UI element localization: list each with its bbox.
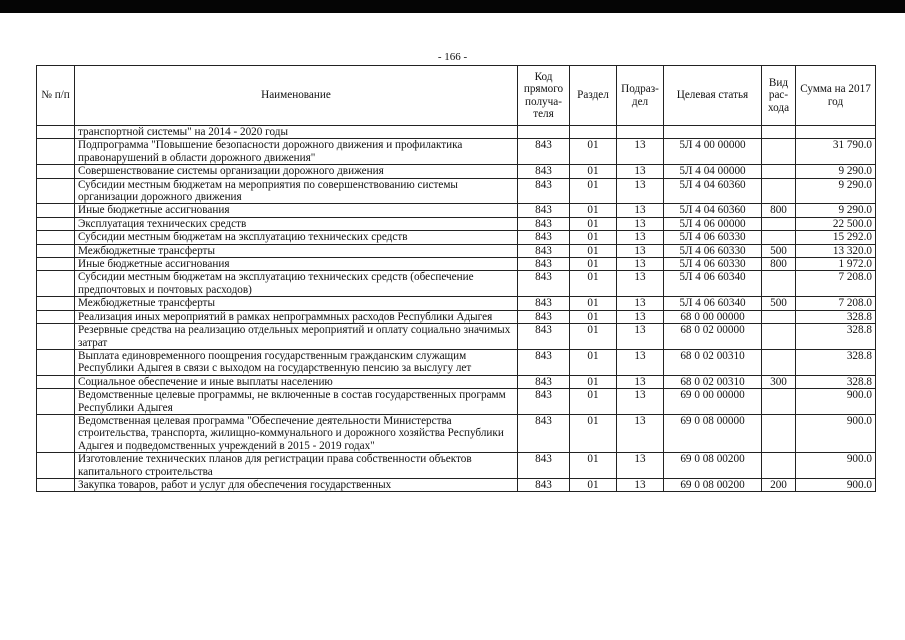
cell-type [762, 126, 796, 139]
cell-section [570, 126, 617, 139]
cell-num [37, 375, 75, 388]
header-row [37, 66, 876, 126]
cell-section: 01 [570, 178, 617, 204]
header-subsection: Подраз-дел [617, 66, 664, 126]
cell-target: 68 0 02 00000 [664, 324, 762, 350]
cell-name: Ведомственные целевые программы, не включенные в состав государственных программ Республики Адыгея [75, 389, 518, 415]
cell-subsection: 13 [617, 217, 664, 230]
table-row [37, 126, 876, 139]
cell-subsection: 13 [617, 349, 664, 375]
cell-type [762, 271, 796, 297]
table-row [37, 217, 876, 230]
table-row [37, 310, 876, 323]
cell-type [762, 139, 796, 165]
cell-sum: 15 292.0 [796, 231, 876, 244]
cell-code: 843 [518, 297, 570, 310]
cell-num [37, 349, 75, 375]
cell-section: 01 [570, 389, 617, 415]
table-row [37, 324, 876, 350]
cell-code: 843 [518, 349, 570, 375]
cell-target: 5Л 4 06 60340 [664, 271, 762, 297]
cell-sum: 900.0 [796, 478, 876, 491]
cell-section: 01 [570, 297, 617, 310]
cell-num [37, 453, 75, 479]
cell-name: Ведомственная целевая программа "Обеспечение деятельности Министерства строительства, транспорта, жилищно-коммунального и дорожного хозяйства Республики Адыгея и подведомственных учреждений в 2015 - 2019 годах" [75, 414, 518, 452]
cell-subsection: 13 [617, 178, 664, 204]
cell-name: Выплата единовременного поощрения государственным гражданским служащим Республики Адыгея в связи с выходом на государственную пенсию за выслугу лет [75, 349, 518, 375]
cell-subsection: 13 [617, 453, 664, 479]
table-row [37, 453, 876, 479]
cell-target: 5Л 4 00 00000 [664, 139, 762, 165]
cell-name: Субсидии местным бюджетам на мероприятия по совершенствованию системы организации дорожного движения [75, 178, 518, 204]
table-row [37, 389, 876, 415]
cell-target: 68 0 02 00310 [664, 375, 762, 388]
cell-section: 01 [570, 231, 617, 244]
cell-type [762, 231, 796, 244]
header-type: Вид рас-хода [762, 66, 796, 126]
cell-subsection: 13 [617, 139, 664, 165]
table-row [37, 178, 876, 204]
cell-target [664, 126, 762, 139]
cell-sum: 7 208.0 [796, 297, 876, 310]
cell-section: 01 [570, 324, 617, 350]
cell-type [762, 414, 796, 452]
cell-target: 5Л 4 06 60330 [664, 244, 762, 257]
cell-num [37, 271, 75, 297]
cell-name: Социальное обеспечение и иные выплаты населению [75, 375, 518, 388]
cell-target: 5Л 4 06 60340 [664, 297, 762, 310]
cell-subsection: 13 [617, 310, 664, 323]
cell-type [762, 389, 796, 415]
cell-num [37, 126, 75, 139]
cell-name: Закупка товаров, работ и услуг для обеспечения государственных [75, 478, 518, 491]
cell-sum: 13 320.0 [796, 244, 876, 257]
budget-table [36, 65, 876, 492]
cell-code: 843 [518, 271, 570, 297]
cell-type [762, 310, 796, 323]
cell-name: Подпрограмма "Повышение безопасности дорожного движения и профилактика правонарушений в области дорожного движения" [75, 139, 518, 165]
header-code: Код прямого получа-теля [518, 66, 570, 126]
cell-num [37, 389, 75, 415]
cell-name: Межбюджетные трансферты [75, 297, 518, 310]
cell-type: 300 [762, 375, 796, 388]
cell-section: 01 [570, 244, 617, 257]
cell-name: Иные бюджетные ассигнования [75, 258, 518, 271]
cell-type: 500 [762, 297, 796, 310]
cell-target: 5Л 4 04 60360 [664, 178, 762, 204]
cell-section: 01 [570, 139, 617, 165]
cell-target: 5Л 4 04 00000 [664, 165, 762, 178]
cell-num [37, 258, 75, 271]
cell-sum: 328.8 [796, 375, 876, 388]
page-number: - 166 - [437, 51, 468, 63]
cell-sum: 900.0 [796, 389, 876, 415]
cell-num [37, 165, 75, 178]
cell-subsection: 13 [617, 204, 664, 217]
cell-num [37, 297, 75, 310]
cell-section: 01 [570, 165, 617, 178]
cell-num [37, 231, 75, 244]
table-row [37, 231, 876, 244]
cell-section: 01 [570, 349, 617, 375]
cell-section: 01 [570, 478, 617, 491]
cell-code: 843 [518, 217, 570, 230]
cell-name: Межбюджетные трансферты [75, 244, 518, 257]
cell-code: 843 [518, 258, 570, 271]
cell-code: 843 [518, 310, 570, 323]
cell-subsection: 13 [617, 478, 664, 491]
cell-subsection: 13 [617, 231, 664, 244]
cell-num [37, 310, 75, 323]
cell-subsection: 13 [617, 297, 664, 310]
cell-code: 843 [518, 375, 570, 388]
cell-subsection [617, 126, 664, 139]
cell-sum: 1 972.0 [796, 258, 876, 271]
header-num: № п/п [37, 66, 75, 126]
cell-subsection: 13 [617, 244, 664, 257]
table-row [37, 414, 876, 452]
cell-subsection: 13 [617, 414, 664, 452]
cell-name: Совершенствование системы организации дорожного движения [75, 165, 518, 178]
cell-code: 843 [518, 453, 570, 479]
cell-section: 01 [570, 310, 617, 323]
cell-code: 843 [518, 165, 570, 178]
cell-sum: 31 790.0 [796, 139, 876, 165]
top-black-bar [0, 0, 905, 13]
cell-name: Изготовление технических планов для регистрации права собственности объектов капитального строительства [75, 453, 518, 479]
cell-sum [796, 126, 876, 139]
table-row [37, 375, 876, 388]
table-row [37, 204, 876, 217]
cell-name: Иные бюджетные ассигнования [75, 204, 518, 217]
cell-subsection: 13 [617, 271, 664, 297]
cell-target: 5Л 4 06 60330 [664, 231, 762, 244]
cell-sum: 900.0 [796, 453, 876, 479]
table-row [37, 297, 876, 310]
cell-sum: 328.8 [796, 324, 876, 350]
cell-num [37, 204, 75, 217]
cell-type [762, 217, 796, 230]
cell-type: 800 [762, 204, 796, 217]
cell-section: 01 [570, 271, 617, 297]
cell-section: 01 [570, 453, 617, 479]
cell-code: 843 [518, 478, 570, 491]
cell-type [762, 165, 796, 178]
cell-subsection: 13 [617, 324, 664, 350]
cell-section: 01 [570, 375, 617, 388]
cell-target: 69 0 08 00200 [664, 453, 762, 479]
table-row [37, 165, 876, 178]
cell-code: 843 [518, 204, 570, 217]
table-row [37, 139, 876, 165]
table-row [37, 258, 876, 271]
cell-type [762, 349, 796, 375]
cell-target: 69 0 00 00000 [664, 389, 762, 415]
table-row [37, 271, 876, 297]
cell-code: 843 [518, 324, 570, 350]
cell-num [37, 414, 75, 452]
cell-target: 68 0 02 00310 [664, 349, 762, 375]
cell-type: 800 [762, 258, 796, 271]
cell-subsection: 13 [617, 258, 664, 271]
cell-name: Субсидии местным бюджетам на эксплуатацию технических средств [75, 231, 518, 244]
table-row [37, 478, 876, 491]
cell-type: 500 [762, 244, 796, 257]
cell-type [762, 178, 796, 204]
cell-sum: 9 290.0 [796, 165, 876, 178]
cell-section: 01 [570, 217, 617, 230]
cell-section: 01 [570, 258, 617, 271]
cell-num [37, 139, 75, 165]
header-target: Целевая статья [664, 66, 762, 126]
cell-num [37, 178, 75, 204]
cell-num [37, 217, 75, 230]
cell-code: 843 [518, 178, 570, 204]
cell-sum: 328.8 [796, 310, 876, 323]
cell-num [37, 324, 75, 350]
cell-type [762, 453, 796, 479]
cell-target: 5Л 4 04 60360 [664, 204, 762, 217]
cell-name: транспортной системы" на 2014 - 2020 годы [75, 126, 518, 139]
cell-sum: 328.8 [796, 349, 876, 375]
table-row [37, 244, 876, 257]
cell-name: Резервные средства на реализацию отдельных мероприятий и оплату социально значимых затрат [75, 324, 518, 350]
cell-code: 843 [518, 414, 570, 452]
cell-subsection: 13 [617, 165, 664, 178]
cell-section: 01 [570, 414, 617, 452]
cell-code: 843 [518, 231, 570, 244]
header-section: Раздел [570, 66, 617, 126]
cell-sum: 9 290.0 [796, 178, 876, 204]
table-row [37, 349, 876, 375]
header-sum: Сумма на 2017 год [796, 66, 876, 126]
cell-target: 5Л 4 06 00000 [664, 217, 762, 230]
cell-type: 200 [762, 478, 796, 491]
cell-num [37, 478, 75, 491]
cell-subsection: 13 [617, 375, 664, 388]
cell-sum: 7 208.0 [796, 271, 876, 297]
table-body [37, 126, 876, 492]
cell-target: 69 0 08 00000 [664, 414, 762, 452]
cell-sum: 22 500.0 [796, 217, 876, 230]
cell-target: 5Л 4 06 60330 [664, 258, 762, 271]
cell-name: Субсидии местным бюджетам на эксплуатацию технических средств (обеспечение предпочтовых и почтовых расходов) [75, 271, 518, 297]
cell-name: Реализация иных мероприятий в рамках непрограммных расходов Республики Адыгея [75, 310, 518, 323]
cell-code: 843 [518, 244, 570, 257]
cell-num [37, 244, 75, 257]
cell-sum: 9 290.0 [796, 204, 876, 217]
cell-code [518, 126, 570, 139]
cell-code: 843 [518, 139, 570, 165]
cell-target: 68 0 00 00000 [664, 310, 762, 323]
cell-type [762, 324, 796, 350]
cell-name: Эксплуатация технических средств [75, 217, 518, 230]
cell-section: 01 [570, 204, 617, 217]
cell-subsection: 13 [617, 389, 664, 415]
header-name: Наименование [75, 66, 518, 126]
cell-sum: 900.0 [796, 414, 876, 452]
cell-target: 69 0 08 00200 [664, 478, 762, 491]
cell-code: 843 [518, 389, 570, 415]
